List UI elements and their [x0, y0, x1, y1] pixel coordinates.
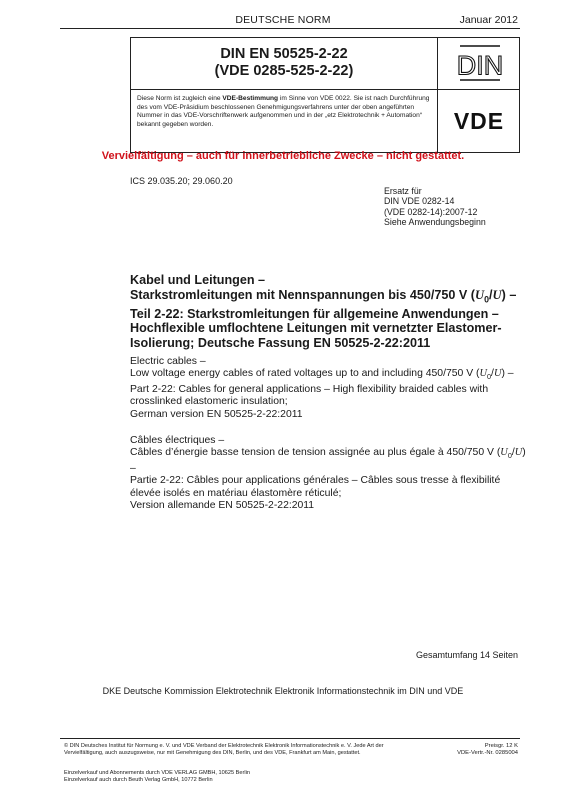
title-box — [130, 37, 520, 153]
vde-logo-cell — [438, 90, 519, 152]
vde-notice: Diese Norm ist zugleich eine VDE-Bestimmung im Sinne von VDE 0022. Sie ist nach Durchführung des vom VDE-Präsidium beschlossenen Genehmigungsverfahrens unter der oben angeführten Nummer in das VDE-Vorschriftenwerk aufgenommen und in der „etz Elektrotechnik + Automation“ bekannt gegeben worden. — [137, 95, 430, 129]
issue-date: Januar 2012 — [459, 14, 518, 26]
copyright-notice: © DIN Deutsches Institut für Normung e. V. und VDE Verband der Elektrotechnik Elektronik Informationstechnik e. V. Jede Art der Vervielfältigung, auch auszugsweise, nur mit Genehmigung des DIN, Berlin, und des VDE, Frankfurt am Main, gestattet. — [64, 743, 384, 756]
document-type-header: DEUTSCHE NORM — [235, 14, 331, 26]
standard-number-din: DIN EN 50525-2-22 — [220, 46, 348, 62]
price-info — [457, 743, 518, 757]
din-logo-cell — [438, 38, 519, 89]
reproduction-notice: Vervielfältigung – auch für innerbetriebliche Zwecke – nicht gestattet. — [101, 150, 465, 162]
title-german: Kabel und Leitungen – Starkstromleitungen mit Nennspannungen bis 450/750 V $(U_0/U)$ – Teil 2-22: Starkstromleitungen für allgemeine Anwendungen – Hochflexible umflochtene Leitungen mit vernetzter Elastomer-Isolierung; Deutsche Fassung EN 50525-2-22:2011 — [130, 273, 517, 350]
sales-info: Einzelverkauf und Abonnements durch VDE VERLAG GMBH, 10625 Berlin Einzelverkauf auch durch Beuth Verlag GmbH, 10772 Berlin — [64, 770, 250, 783]
dke-line: DKE Deutsche Kommission Elektrotechnik Elektronik Informationstechnik im DIN und VDE — [102, 686, 464, 696]
standard-number-vde: (VDE 0285-525-2-22) — [214, 63, 354, 79]
vde-notice-bold: VDE-Bestimmung — [222, 95, 279, 102]
replacement-info: Ersatz für DIN VDE 0282-14 (VDE 0282-14):2007-12 Siehe Anwendungsbeginn — [384, 186, 486, 227]
footer-rule — [60, 738, 520, 739]
vde-logo-icon — [441, 108, 517, 134]
din-logo-text: DIN — [456, 50, 504, 81]
price-group: Preisgr. 12 K — [484, 743, 518, 749]
order-number: VDE-Vertr.-Nr. 0285004 — [457, 750, 518, 757]
title-english: Electric cables – Low voltage energy cables of rated voltages up to and including 450/750 V $(U_0/U)$ – Part 2-22: Cables for general applications – High flexibility braided cables with crosslinked elastomeric insulation; German version EN 50525-2-22:2011 — [130, 356, 514, 420]
standard-number — [131, 46, 437, 80]
header-rule — [60, 28, 520, 29]
ics-codes: ICS 29.035.20; 29.060.20 — [130, 176, 233, 186]
din-logo-icon — [438, 38, 520, 88]
title-french: Câbles électriques – Câbles d’énergie basse tension de tension assignée au plus égale à 450/750 V $(U_0/U)$ – Partie 2-22: Câbles pour applications générales – Câbles sous tresse à flexibilité élevée isolés en matériau élastomère réticulé; Version allemande EN 50525-2-22:2011 — [130, 435, 526, 512]
vde-logo-text: VDE — [453, 108, 504, 134]
total-pages: Gesamtumfang 14 Seiten — [415, 650, 518, 660]
